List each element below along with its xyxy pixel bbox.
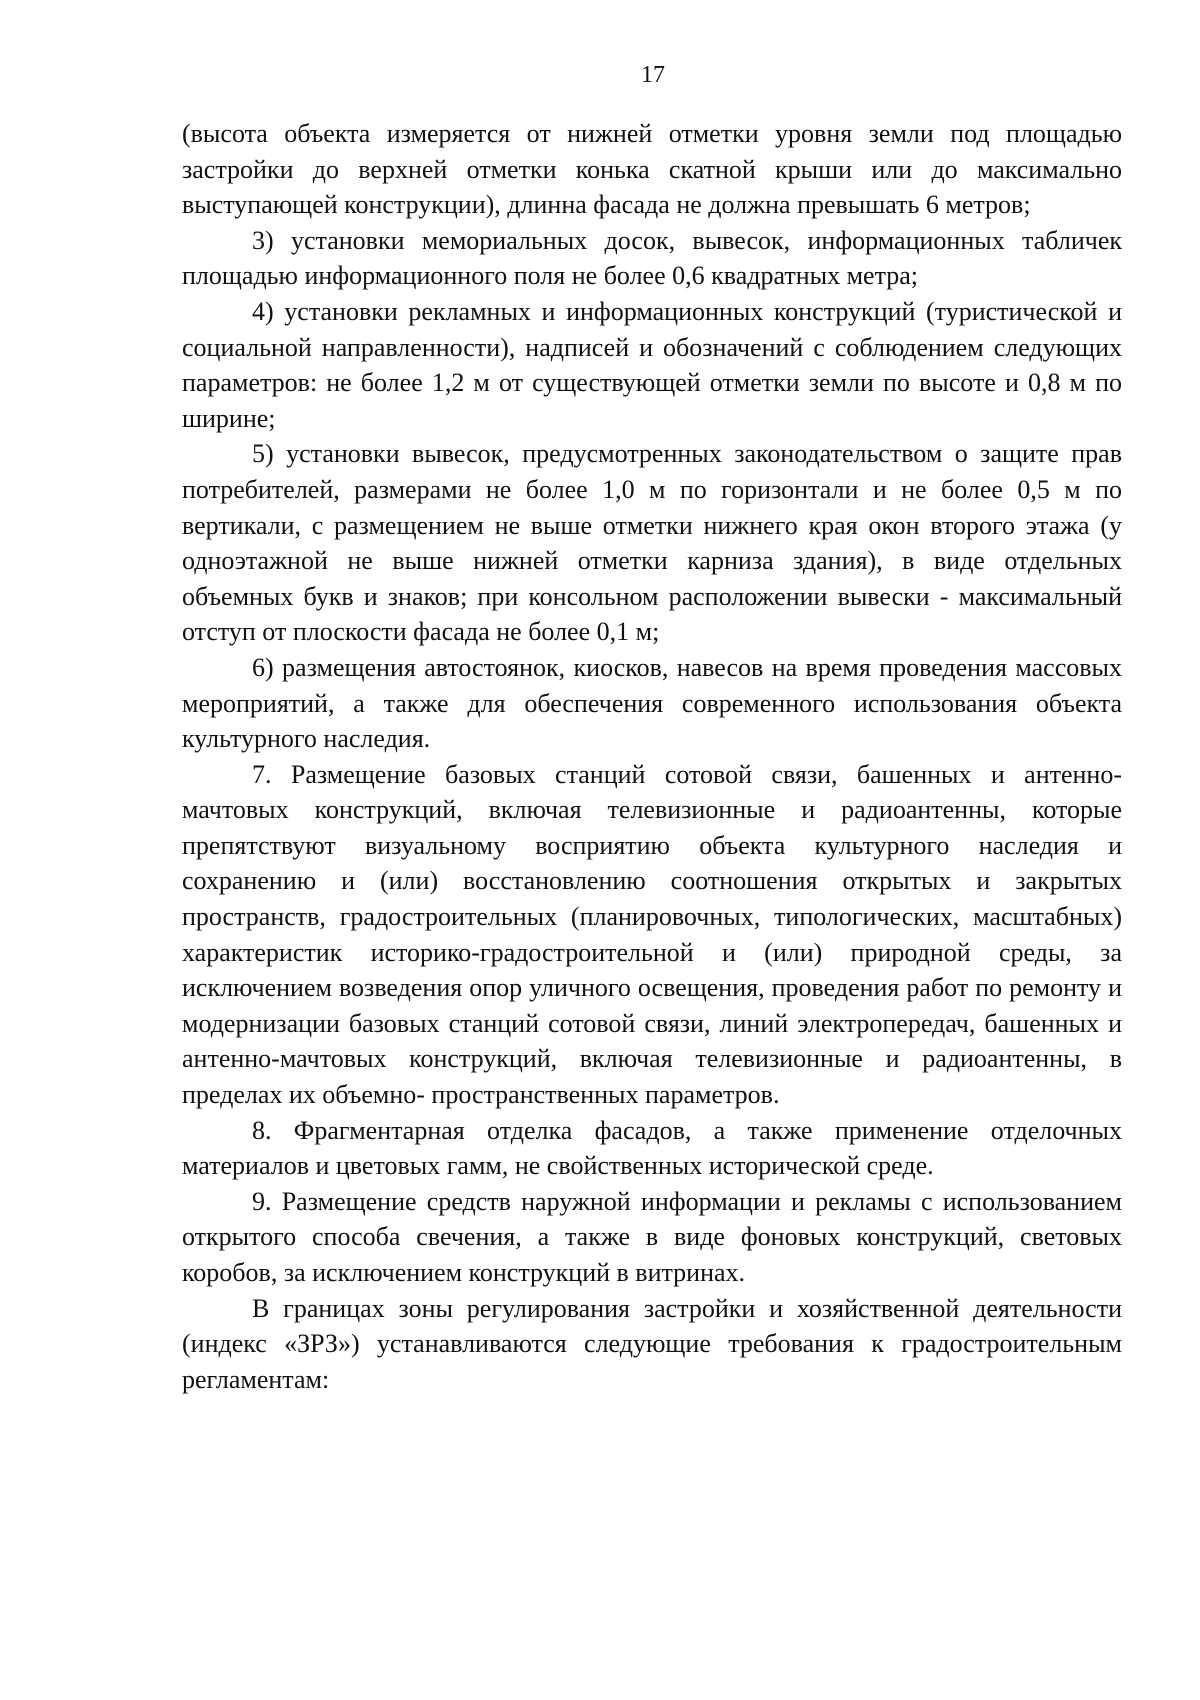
paragraph-zrz-intro: В границах зоны регулирования застройки и хозяйственной деятельности (индекс «ЗРЗ») устанавливаются следующие требования к градостроительным регламентам: [182,1293,1122,1394]
paragraph-point-7: 7. Размещение базовых станций сотовой связи, башенных и антенно-мачтовых конструкций, включая телевизионные и радиоантенны, которые препятствуют визуальному восприятию объекта культурного наследия и сохранению и (или) восстановлению соотношения открытых и закрытых пространств, градостроительных (планировочных, типологических, масштабных) характеристик историко-градостроительной и (или) природной среды, за исключением возведения опор уличного освещения, проведения работ по ремонту и модернизации базовых станций сотовой связи, линий электропередач, башенных и антенно-мачтовых конструкций, включая телевизионные и радиоантенны, в пределах их объемно- пространственных параметров. [182,759,1122,1110]
paragraph-point-9: 9. Размещение средств наружной информации и рекламы с использованием открытого способа свечения, а также в виде фоновых конструкций, световых коробов, за исключением конструкций в витринах. [182,1186,1122,1287]
page-number: 17 [641,62,665,88]
paragraph-item-5: 5) установки вывесок, предусмотренных законодательством о защите прав потребителей, размерами не более 1,0 м по горизонтали и не более 0,5 м по вертикали, с размещением не выше отметки нижнего края окон второго этажа (у одноэтажной не выше нижней отметки карниза здания), в виде отдельных объемных букв и знаков; при консольном расположении вывески - максимальный отступ от плоскости фасада не более 0,1 м; [182,439,1122,647]
paragraph-item-4: 4) установки рекламных и информационных конструкций (туристической и социальной направленности), надписей и обозначений с соблюдением следующих параметров: не более 1,2 м от существующей отметки земли по высоте и 0,8 м по ширине; [182,296,1122,433]
document-body [182,116,1122,1397]
paragraph-continuation: (высота объекта измеряется от нижней отметки уровня земли под площадью застройки до верхней отметки конька скатной крыши или до максимально выступающей конструкции), длинна фасада не должна превышать 6 метров; [182,119,1122,220]
paragraph-item-6: 6) размещения автостоянок, киосков, навесов на время проведения массовых мероприятий, а также для обеспечения современного использования объекта культурного наследия. [182,652,1122,754]
paragraph-point-8: 8. Фрагментарная отделка фасадов, а также применение отделочных материалов и цветовых гамм, не свойственных исторической среде. [182,1115,1122,1181]
paragraph-item-3: 3) установки мемориальных досок, вывесок, информационных табличек площадью информационного поля не более 0,6 квадратных метра; [182,225,1122,291]
